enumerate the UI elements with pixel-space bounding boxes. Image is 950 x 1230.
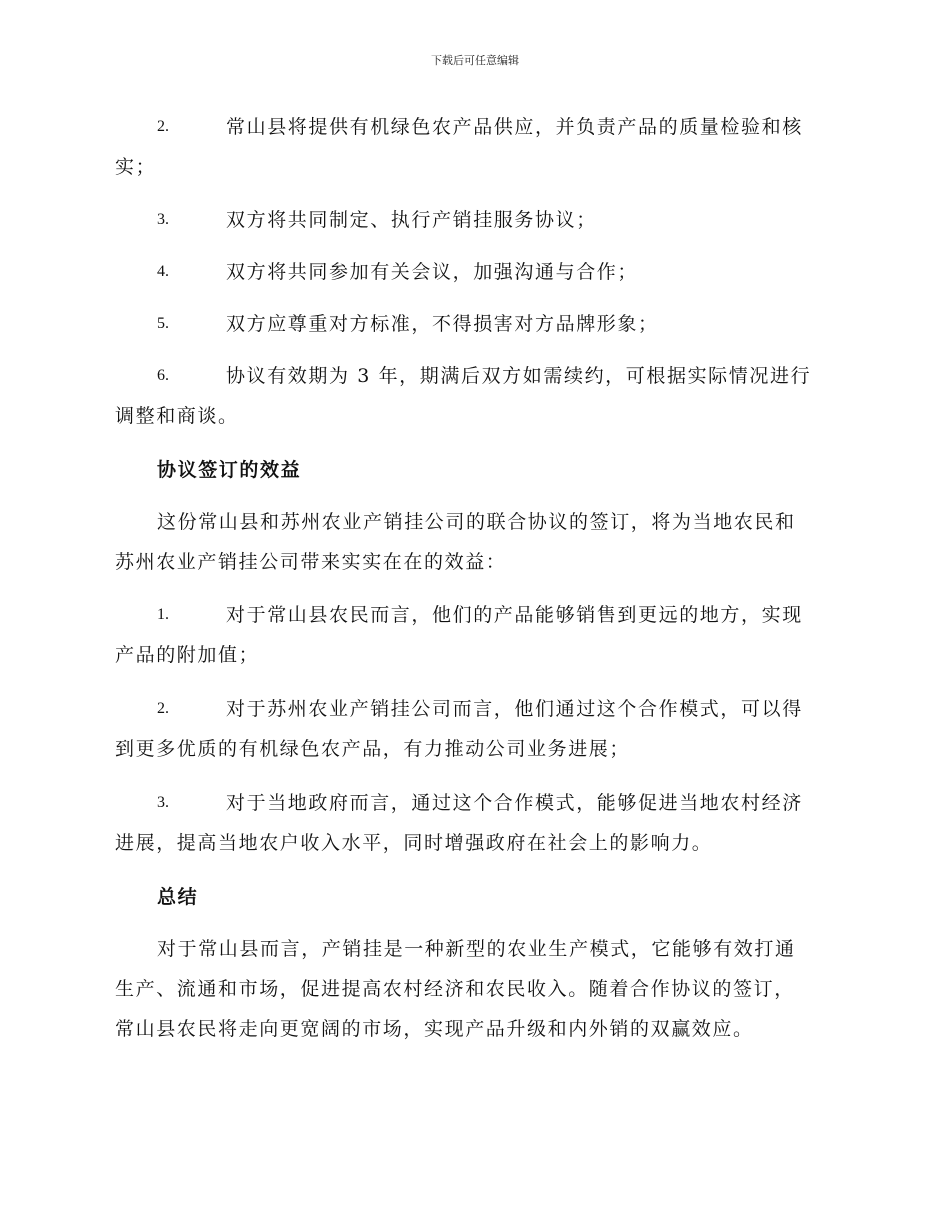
section-heading: 协议签订的效益 bbox=[157, 459, 302, 481]
list-item-number: 2. bbox=[157, 118, 169, 135]
list-item bbox=[115, 783, 835, 863]
section-heading: 总结 bbox=[157, 886, 199, 908]
paragraph-line: 常山县农民将走向更宽阔的市场，实现产品升级和内外销的双赢效应。 bbox=[115, 1018, 754, 1040]
list-item-text-continued: 到更多优质的有机绿色农产品，有力推动公司业务进展； bbox=[115, 738, 631, 760]
list-item-text: 对于常山县农民而言，他们的产品能够销售到更远的地方，实现 bbox=[226, 604, 803, 626]
list-item-number: 5. bbox=[157, 315, 169, 332]
list-item-text-continued: 进展，提高当地农户收入水平，同时增强政府在社会上的影响力。 bbox=[115, 832, 713, 854]
list-item bbox=[115, 595, 835, 675]
paragraph bbox=[115, 929, 835, 1049]
list-item bbox=[115, 689, 835, 769]
list-item-text-continued: 实； bbox=[115, 156, 157, 178]
list-item-number: 1. bbox=[157, 606, 169, 623]
paragraph-line: 生产、流通和市场，促进提高农村经济和农民收入。随着合作协议的签订， bbox=[115, 978, 795, 1000]
list-item-text: 双方将共同参加有关会议，加强沟通与合作； bbox=[226, 261, 639, 283]
paragraph-line: 对于常山县而言，产销挂是一种新型的农业生产模式，它能够有效打通 bbox=[157, 938, 796, 960]
list-item-text: 常山县将提供有机绿色农产品供应，并负责产品的质量检验和核 bbox=[226, 116, 803, 138]
list-item bbox=[115, 356, 835, 436]
list-item-text: 协议有效期为 3 年，期满后双方如需续约，可根据实际情况进行 bbox=[226, 365, 812, 387]
paragraph-line: 这份常山县和苏州农业产销挂公司的联合协议的签订，将为当地农民和 bbox=[157, 511, 796, 533]
list-item-text: 双方将共同制定、执行产销挂服务协议； bbox=[226, 209, 597, 231]
page-header: 下载后可任意编辑 bbox=[431, 54, 519, 67]
list-item bbox=[115, 252, 835, 292]
list-item-number: 2. bbox=[157, 700, 169, 717]
list-item-text: 对于当地政府而言，通过这个合作模式，能够促进当地农村经济 bbox=[226, 792, 803, 814]
list-item-text: 双方应尊重对方标准，不得损害对方品牌形象； bbox=[226, 313, 659, 335]
list-item bbox=[115, 107, 835, 187]
list-item-text-continued: 调整和商谈。 bbox=[115, 405, 239, 427]
list-item-text: 对于苏州农业产销挂公司而言，他们通过这个合作模式，可以得 bbox=[226, 698, 803, 720]
paragraph bbox=[115, 502, 835, 582]
list-item bbox=[115, 200, 835, 240]
paragraph-line: 苏州农业产销挂公司带来实实在在的效益： bbox=[115, 551, 507, 573]
list-item-number: 3. bbox=[157, 794, 169, 811]
list-item-number: 6. bbox=[157, 367, 169, 384]
list-item-text-continued: 产品的附加值； bbox=[115, 644, 260, 666]
list-item bbox=[115, 304, 835, 344]
list-item-number: 3. bbox=[157, 211, 169, 228]
list-item-number: 4. bbox=[157, 263, 169, 280]
